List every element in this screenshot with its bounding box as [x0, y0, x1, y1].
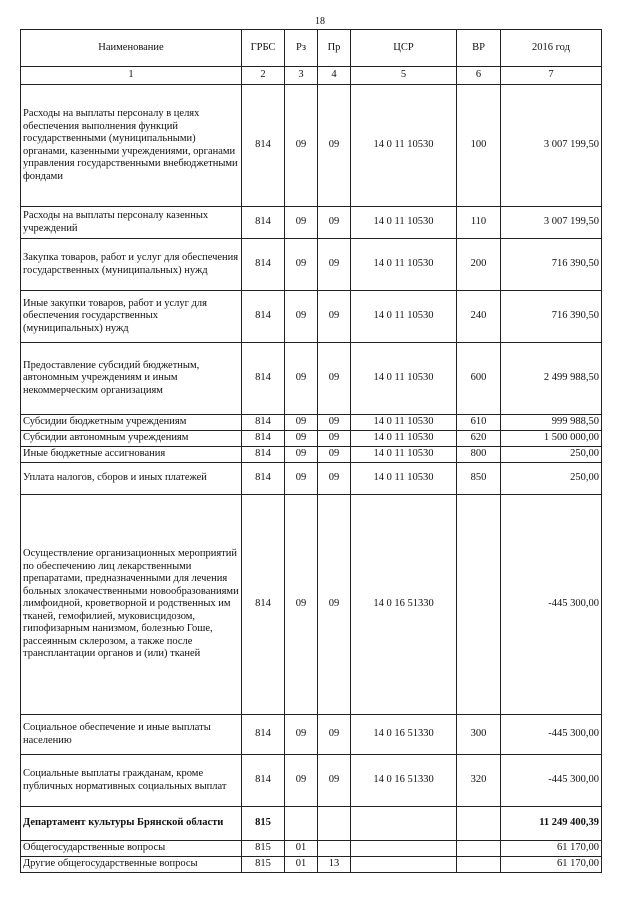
row-rz-cell: 09: [285, 447, 318, 463]
row-amount-cell: 716 390,50: [501, 291, 602, 343]
row-amount-cell: 61 170,00: [501, 857, 602, 873]
header-grbs: ГРБС: [242, 30, 285, 67]
row-pr-cell: 09: [318, 447, 351, 463]
row-vr-cell: 800: [457, 447, 501, 463]
row-vr-cell: 850: [457, 463, 501, 495]
row-rz-cell: 01: [285, 841, 318, 857]
column-number: 1: [21, 67, 242, 85]
row-grbs-cell: 814: [242, 239, 285, 291]
row-amount-cell: 3 007 199,50: [501, 85, 602, 207]
row-name-cell: Расходы на выплаты персоналу в целях обеспечения выполнения функций государственными (муниципальными) органами, казенными учреждениями, органами управления государственными внебюджетными фондами: [21, 85, 242, 207]
row-grbs-cell: 814: [242, 291, 285, 343]
table-row: [21, 463, 602, 495]
row-pr-cell: 09: [318, 343, 351, 415]
row-pr-cell: 09: [318, 495, 351, 715]
row-csr-cell: 14 0 11 10530: [351, 207, 457, 239]
header-csr: ЦСР: [351, 30, 457, 67]
header-vr: ВР: [457, 30, 501, 67]
row-amount-cell: 3 007 199,50: [501, 207, 602, 239]
table-row: [21, 715, 602, 755]
row-name-cell: Общегосударственные вопросы: [21, 841, 242, 857]
row-grbs-cell: 814: [242, 463, 285, 495]
row-name-cell: Иные бюджетные ассигнования: [21, 447, 242, 463]
row-grbs-cell: 814: [242, 85, 285, 207]
budget-table: [20, 29, 602, 873]
page-number: 18: [315, 16, 325, 27]
row-rz-cell: [285, 807, 318, 841]
header-year: 2016 год: [501, 30, 602, 67]
column-number: 6: [457, 67, 501, 85]
row-grbs-cell: 814: [242, 447, 285, 463]
row-name-cell: Субсидии бюджетным учреждениям: [21, 415, 242, 431]
column-number: 5: [351, 67, 457, 85]
row-csr-cell: [351, 857, 457, 873]
row-amount-cell: -445 300,00: [501, 755, 602, 807]
column-number: 3: [285, 67, 318, 85]
row-pr-cell: 09: [318, 291, 351, 343]
row-grbs-cell: 815: [242, 857, 285, 873]
row-rz-cell: 09: [285, 207, 318, 239]
row-csr-cell: 14 0 11 10530: [351, 415, 457, 431]
row-amount-cell: 250,00: [501, 463, 602, 495]
row-amount-cell: 2 499 988,50: [501, 343, 602, 415]
header-name: Наименование: [21, 30, 242, 67]
row-csr-cell: 14 0 16 51330: [351, 495, 457, 715]
row-pr-cell: 09: [318, 431, 351, 447]
table-body: [21, 85, 602, 873]
row-name-cell: Предоставление субсидий бюджетным, автономным учреждениям и иным некоммерческим организациям: [21, 343, 242, 415]
row-rz-cell: 09: [285, 463, 318, 495]
row-grbs-cell: 814: [242, 415, 285, 431]
row-pr-cell: 09: [318, 715, 351, 755]
row-rz-cell: 09: [285, 343, 318, 415]
row-csr-cell: 14 0 16 51330: [351, 715, 457, 755]
row-pr-cell: [318, 841, 351, 857]
row-name-cell: Департамент культуры Брянской области: [21, 807, 242, 841]
row-pr-cell: 13: [318, 857, 351, 873]
row-grbs-cell: 814: [242, 755, 285, 807]
row-vr-cell: 620: [457, 431, 501, 447]
row-rz-cell: 09: [285, 239, 318, 291]
row-pr-cell: 09: [318, 207, 351, 239]
column-number: 4: [318, 67, 351, 85]
row-name-cell: Социальные выплаты гражданам, кроме публичных нормативных социальных выплат: [21, 755, 242, 807]
row-csr-cell: 14 0 11 10530: [351, 447, 457, 463]
row-rz-cell: 09: [285, 755, 318, 807]
row-vr-cell: 610: [457, 415, 501, 431]
row-amount-cell: -445 300,00: [501, 495, 602, 715]
row-pr-cell: [318, 807, 351, 841]
table-row: [21, 841, 602, 857]
table-row: [21, 495, 602, 715]
row-rz-cell: 01: [285, 857, 318, 873]
header-pr: Пр: [318, 30, 351, 67]
row-name-cell: Уплата налогов, сборов и иных платежей: [21, 463, 242, 495]
row-amount-cell: 11 249 400,39: [501, 807, 602, 841]
row-csr-cell: 14 0 11 10530: [351, 431, 457, 447]
row-grbs-cell: 815: [242, 841, 285, 857]
row-csr-cell: [351, 841, 457, 857]
row-rz-cell: 09: [285, 715, 318, 755]
column-number: 7: [501, 67, 602, 85]
table-row: [21, 85, 602, 207]
row-rz-cell: 09: [285, 85, 318, 207]
row-name-cell: Закупка товаров, работ и услуг для обеспечения государственных (муниципальных) нужд: [21, 239, 242, 291]
row-name-cell: Осуществление организационных мероприятий по обеспечению лиц лекарственными препаратами, предназначенными для лечения больных злокачественными новообразованиями лимфоидной, кроветворной и родственных им тканей, гемофилией, муковисцидозом, гипофизарным нанизмом, болезнью Гоше, рассеянным склерозом, а также после трансплантации органов и (или) тканей: [21, 495, 242, 715]
table-row: [21, 447, 602, 463]
row-csr-cell: 14 0 11 10530: [351, 85, 457, 207]
row-grbs-cell: 814: [242, 495, 285, 715]
table-row: [21, 207, 602, 239]
row-vr-cell: [457, 807, 501, 841]
row-amount-cell: 61 170,00: [501, 841, 602, 857]
row-vr-cell: [457, 857, 501, 873]
row-rz-cell: 09: [285, 495, 318, 715]
row-vr-cell: 240: [457, 291, 501, 343]
table-row: [21, 857, 602, 873]
row-vr-cell: 600: [457, 343, 501, 415]
row-csr-cell: 14 0 11 10530: [351, 463, 457, 495]
row-csr-cell: 14 0 11 10530: [351, 291, 457, 343]
row-name-cell: Иные закупки товаров, работ и услуг для обеспечения государственных (муниципальных) нужд: [21, 291, 242, 343]
row-vr-cell: 300: [457, 715, 501, 755]
row-pr-cell: 09: [318, 463, 351, 495]
table-row: [21, 343, 602, 415]
row-vr-cell: [457, 841, 501, 857]
row-amount-cell: 1 500 000,00: [501, 431, 602, 447]
row-grbs-cell: 815: [242, 807, 285, 841]
column-number-row: [21, 67, 602, 85]
row-pr-cell: 09: [318, 85, 351, 207]
table-row: [21, 755, 602, 807]
table-row: [21, 239, 602, 291]
row-name-cell: Расходы на выплаты персоналу казенных учреждений: [21, 207, 242, 239]
table-row: [21, 291, 602, 343]
table-row: [21, 431, 602, 447]
row-pr-cell: 09: [318, 415, 351, 431]
table-row: [21, 807, 602, 841]
row-vr-cell: 110: [457, 207, 501, 239]
column-number: 2: [242, 67, 285, 85]
row-csr-cell: [351, 807, 457, 841]
row-grbs-cell: 814: [242, 343, 285, 415]
header-row: [21, 30, 602, 67]
row-name-cell: Субсидии автономным учреждениям: [21, 431, 242, 447]
row-name-cell: Социальное обеспечение и иные выплаты населению: [21, 715, 242, 755]
row-rz-cell: 09: [285, 415, 318, 431]
row-pr-cell: 09: [318, 239, 351, 291]
row-rz-cell: 09: [285, 431, 318, 447]
row-name-cell: Другие общегосударственные вопросы: [21, 857, 242, 873]
row-vr-cell: [457, 495, 501, 715]
row-amount-cell: 250,00: [501, 447, 602, 463]
table-row: [21, 415, 602, 431]
row-vr-cell: 320: [457, 755, 501, 807]
row-pr-cell: 09: [318, 755, 351, 807]
row-vr-cell: 100: [457, 85, 501, 207]
row-grbs-cell: 814: [242, 715, 285, 755]
row-amount-cell: -445 300,00: [501, 715, 602, 755]
row-rz-cell: 09: [285, 291, 318, 343]
row-csr-cell: 14 0 11 10530: [351, 239, 457, 291]
row-grbs-cell: 814: [242, 431, 285, 447]
header-rz: Рз: [285, 30, 318, 67]
row-amount-cell: 999 988,50: [501, 415, 602, 431]
row-csr-cell: 14 0 16 51330: [351, 755, 457, 807]
row-grbs-cell: 814: [242, 207, 285, 239]
row-csr-cell: 14 0 11 10530: [351, 343, 457, 415]
row-amount-cell: 716 390,50: [501, 239, 602, 291]
row-vr-cell: 200: [457, 239, 501, 291]
